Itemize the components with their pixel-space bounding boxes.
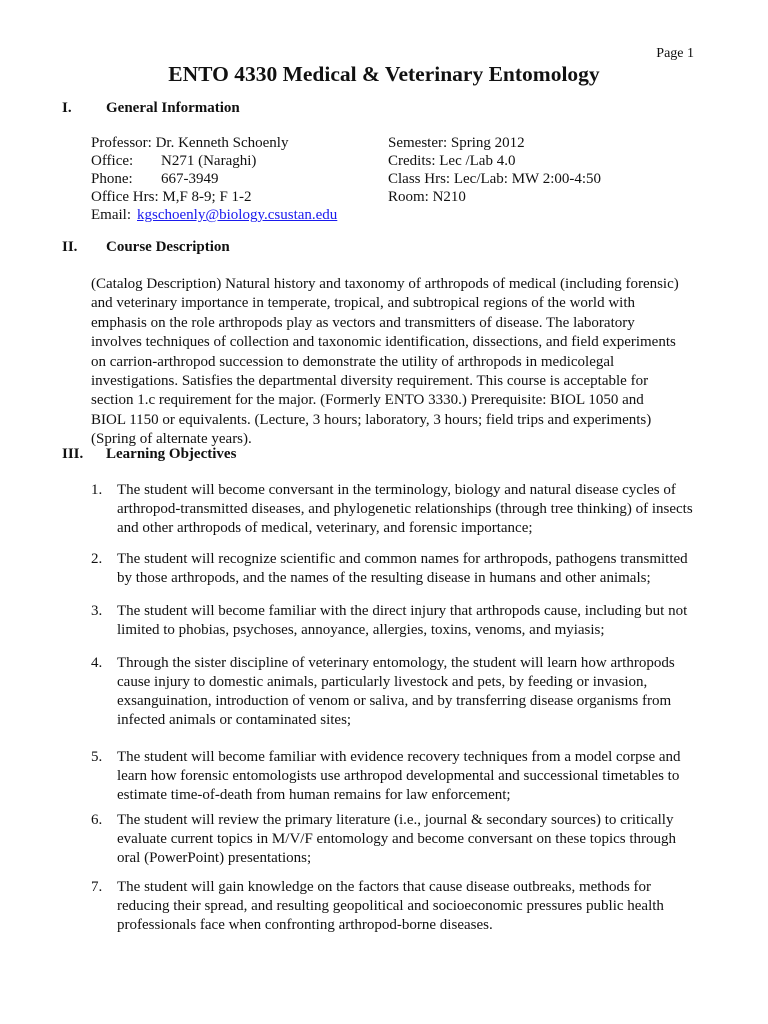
description-line: (Spring of alternate years). — [91, 431, 252, 448]
description-line: involves techniques of collection and taxonomic identification, dissections, and field experiments — [91, 334, 676, 351]
email-link[interactable]: kgschoenly@biology.csustan.edu — [137, 207, 338, 223]
description-line: BIOL 1150 or equivalents. (Lecture, 3 hours; laboratory, 3 hours; field trips and experiments) — [91, 411, 652, 428]
semester: Semester: Spring 2012 — [388, 135, 525, 151]
description-line: and veterinary importance in temperate, tropical, and subtropical regions of the world with — [91, 295, 635, 312]
contact-info — [91, 134, 337, 224]
room: Room: N210 — [388, 189, 466, 205]
objective-line: The student will become conversant in the terminology, biology and natural disease cycles of — [117, 482, 676, 498]
class-hours: Class Hrs: Lec/Lab: MW 2:00-4:50 — [388, 171, 602, 187]
page-number: Page 1 — [656, 46, 694, 61]
objective-line: by those arthropods, and the names of the resulting disease in humans and other animals; — [117, 570, 651, 586]
professor: Professor: Dr. Kenneth Schoenly — [91, 135, 289, 151]
objective-text — [117, 811, 676, 868]
objective-line: reducing their spread, and resulting geopolitical and socioeconomic pressures public health — [117, 898, 664, 914]
objective-number: 2. — [91, 551, 103, 567]
objective-line: estimate time-of-death from human remains for law enforcement; — [117, 787, 511, 803]
section-heading-objectives: Learning Objectives — [106, 446, 237, 462]
objective-line: The student will review the primary literature (i.e., journal & secondary sources) to critically — [117, 812, 674, 828]
objective-line: The student will recognize scientific and common names for arthropods, pathogens transmitted — [117, 551, 688, 567]
objective-text — [117, 550, 688, 588]
objective-line: and other arthropods of medical, veterinary, and forensic importance; — [117, 520, 533, 536]
office-label: Office: — [91, 153, 134, 169]
objective-line: exsanguination, introduction of venom or saliva, and by transferring disease organisms from — [117, 693, 672, 709]
section-number-objectives: III. — [62, 446, 84, 462]
objective-line: oral (PowerPoint) presentations; — [117, 850, 312, 866]
description-line: investigations. Satisfies the departmental diversity requirement. This course is acceptable for — [91, 373, 649, 390]
objective-text — [117, 654, 675, 730]
course-description — [91, 275, 679, 450]
section-heading-general: General Information — [106, 100, 240, 116]
office-value: N271 (Naraghi) — [161, 153, 257, 169]
objective-line: cause injury to domestic animals, particularly livestock and pets, by feeding or invasion, — [117, 674, 648, 690]
objective-text — [117, 602, 687, 640]
objective-line: professionals face when confronting arthropod-borne diseases. — [117, 917, 493, 933]
description-line: on carrion-arthropod succession to demonstrate the utility of arthropods in medicolegal — [91, 353, 615, 370]
office-hours: Office Hrs: M,F 8-9; F 1-2 — [91, 189, 252, 205]
objective-line: The student will gain knowledge on the factors that cause disease outbreaks, methods for — [117, 879, 652, 895]
document-title: ENTO 4330 Medical & Veterinary Entomology — [168, 62, 600, 86]
description-line: section 1.c requirement for the major. (Formerly ENTO 3330.) Prerequisite: BIOL 1050 and — [91, 392, 644, 409]
objective-number: 1. — [91, 482, 103, 498]
objective-number: 7. — [91, 879, 103, 895]
section-heading-description: Course Description — [106, 239, 230, 255]
objective-text — [117, 481, 693, 538]
objective-line: evaluate current topics in M/V/F entomology and become conversant on these topics through — [117, 831, 677, 847]
phone-value: 667-3949 — [161, 171, 219, 187]
credits: Credits: Lec /Lab 4.0 — [388, 153, 516, 169]
section-number-description: II. — [62, 239, 78, 255]
objective-line: The student will become familiar with evidence recovery techniques from a model corpse and — [117, 749, 681, 765]
objective-line: learn how forensic entomologists use arthropod developmental and successional timetables to — [117, 768, 680, 784]
objective-number: 4. — [91, 655, 103, 671]
objective-line: arthropod-transmitted diseases, and phylogenetic relationships (through tree thinking) of insects — [117, 501, 693, 517]
objective-line: infected animals or contaminated sites; — [117, 712, 352, 728]
objective-number: 5. — [91, 749, 103, 765]
objective-text — [117, 878, 664, 935]
email-label: Email: — [91, 207, 131, 223]
description-line: (Catalog Description) Natural history and taxonomy of arthropods of medical (including forensic) — [91, 276, 679, 292]
objective-number: 3. — [91, 603, 103, 619]
phone-label: Phone: — [91, 171, 133, 187]
description-line: emphasis on the role arthropods play as vectors and transmitters of disease. The laboratory — [91, 314, 635, 331]
course-info — [388, 134, 601, 206]
objective-line: limited to phobias, psychoses, annoyance, allergies, toxins, venoms, and myiasis; — [117, 622, 605, 638]
objective-line: Through the sister discipline of veterinary entomology, the student will learn how arthropods — [117, 655, 675, 671]
section-number-general: I. — [62, 100, 72, 116]
objective-number: 6. — [91, 812, 103, 828]
objective-text — [117, 748, 681, 805]
objective-line: The student will become familiar with the direct injury that arthropods cause, including but not — [117, 603, 688, 619]
